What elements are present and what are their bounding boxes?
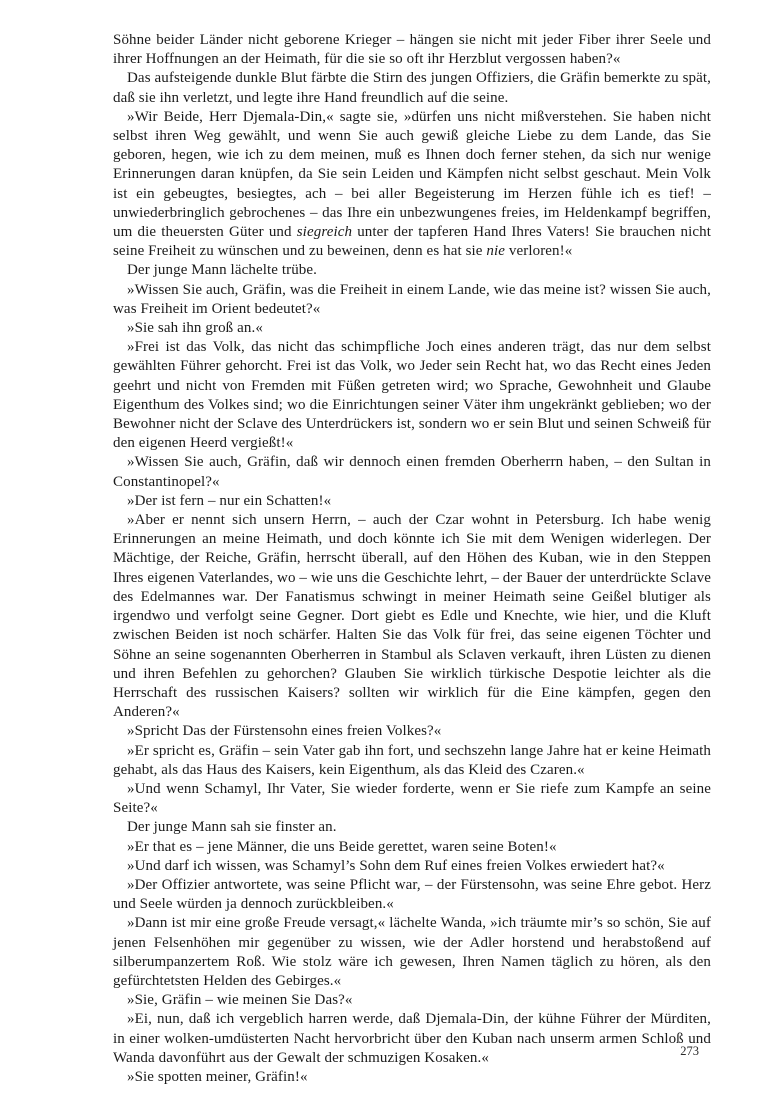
paragraph: »Und wenn Schamyl, Ihr Vater, Sie wieder forderte, wenn er Sie riefe zum Kampfe an seine Seite?« [113,780,711,817]
paragraph: »Und darf ich wissen, was Schamyl’s Sohn dem Ruf eines freien Volkes erwiedert hat?« [127,857,665,874]
paragraph: »Der Offizier antwortete, was seine Pflicht war, – der Fürstensohn, was seine Ehre gebot. Herz und Seele würden ja dennoch zurückbleiben.« [113,876,711,913]
paragraph: »Der ist fern – nur ein Schatten!« [127,492,332,509]
paragraph: Das aufsteigende dunkle Blut färbte die Stirn des jungen Offiziers, die Gräfin bemerkte zu spät, daß sie ihn verletzt, und legte ihre Hand freundlich auf die seine. [113,70,711,106]
paragraph: »Spricht Das der Fürstensohn eines freien Volkes?« [127,723,442,740]
paragraph: Der junge Mann sah sie finster an. [127,819,337,836]
paragraph: »Wir Beide, Herr Djemala-Din,« sagte sie, »dürfen uns nicht mißverstehen. Sie haben nicht selbst ihren Weg gewählt, und wenn Sie auch gewiß gleiche Liebe zu dem Lande, das Sie geboren, hegen, wie ich zu dem meinen, muß es Ihnen doch ferner stehen, da sich nur wenige Erinnerungen daran knüpfen, da Sie sein Leiden und Kämpfen nicht selbst geschaut. Mein Volk ist ein gebeugtes, besiegtes, ach – bei aller Begeisterung im Herzen fühle ich es tief! – unwiederbringlich gebrochenes – das Ihre ein unbezwungenes freies, im Heldenkampf begriffen, um die theuersten Güter und siegreich unter der tapferen Hand Ihres Vaters! Sie brauchen nicht seine Freiheit zu wünschen und zu beweinen, denn es hat sie nie verloren!« [113,108,711,260]
paragraph: »Sie, Gräfin – wie meinen Sie Das?« [127,992,353,1009]
paragraph: »Wissen Sie auch, Gräfin, daß wir dennoch einen fremden Oberherrn haben, – den Sultan in Constantinopel?« [113,454,711,490]
paragraph: »Wissen Sie auch, Gräfin, was die Freiheit in einem Lande, wie das meine ist? wissen Sie auch, was Freiheit im Orient bedeutet?« [113,281,711,317]
page-number: 273 [680,1044,699,1058]
paragraph: »Frei ist das Volk, das nicht das schimpfliche Joch eines anderen trägt, das nur dem selbst gewählten Führer gehorcht. Frei ist das Volk, wo Jeder sein Recht hat, wo das Recht eines Jeden geehrt und nicht von Fremden mit Füßen getreten wird; wo Sprache, Gewohnheit und Glaube Eigenthum des Volkes sind; wo die Einrichtungen seiner Väter ihm ungekränkt geblieben; wo der Bewohner nicht der Sclave des Unterdrückers ist, sondern wo er sein Blut und seinen Schweiß für den eigenen Heerd vergießt!« [113,339,711,452]
page-text [113,31,711,1087]
paragraph: »Dann ist mir eine große Freude versagt,« lächelte Wanda, »ich träumte mir’s so schön, Sie auf jenen Felsenhöhen mir gegenüber zu wissen, wie der Adler horstend und herabstoßend auf silberumpanzertem Roß. Wie stolz wäre ich gewesen, Ihren Namen täglich zu hören, als den gefürchtetsten Helden des Gebirges.« [113,915,711,989]
paragraph: »Sie sah ihn groß an.« [127,320,263,337]
paragraph: »Ei, nun, daß ich vergeblich harren werde, daß Djemala-Din, der kühne Führer der Mürditen, in einer wolken-umdüsterten Nacht hervorbricht über den Kuban nach unserm armen Schloß und Wanda davonführt aus der Gewalt der schmuzigen Kosaken.« [113,1011,711,1066]
paragraph: »Sie spotten meiner, Gräfin!« [127,1068,308,1085]
paragraph: Söhne beider Länder nicht geborene Krieger – hängen sie nicht mit jeder Fiber ihrer Seele und ihrer Hoffnungen an der Heimath, für die sie so oft ihr Herzblut vergossen haben?« [113,32,711,68]
paragraph: »Aber er nennt sich unsern Herrn, – auch der Czar wohnt in Petersburg. Ich habe wenig Erinnerungen an meine Heimath, und doch könnte ich Sie mit dem Wenigen widerlegen. Der Mächtige, der Reiche, Gräfin, herrscht überall, auf den Höhen des Kuban, wie in den Steppen Ihres eigenen Vaterlandes, wo – wie uns die Geschichte lehrt, – der Bauer der unterdrückte Sclave des Edelmannes war. Der Fanatismus schwingt in meiner Heimath seine Geißel blutiger als irgendwo und verfolgt seine Gegner. Dort giebt es Edle und Knechte, wie hier, und die Kluft zwischen Beiden ist noch schärfer. Halten Sie das Volk für frei, das seine eigenen Töchter und Söhne an seine sogenannten Oberherren in Stambul als Sclaven verkauft, ihren Lüsten zu dienen und ihren Befehlen zu gehorchen? Glauben Sie wirklich türkische Despotie leichter als die Herrschaft des russischen Kaisers? sollten wir wirklich für die Eine kämpfen, gegen den Anderen?« [113,512,711,721]
paragraph: »Er that es – jene Männer, die uns Beide gerettet, waren seine Boten!« [127,838,557,855]
paragraph: Der junge Mann lächelte trübe. [127,262,318,279]
paragraph: »Er spricht es, Gräfin – sein Vater gab ihn fort, und sechszehn lange Jahre hat er keine Heimath gehabt, als das Haus des Kaisers, kein Eigenthum, als das Kleid des Czaren.« [113,742,711,778]
